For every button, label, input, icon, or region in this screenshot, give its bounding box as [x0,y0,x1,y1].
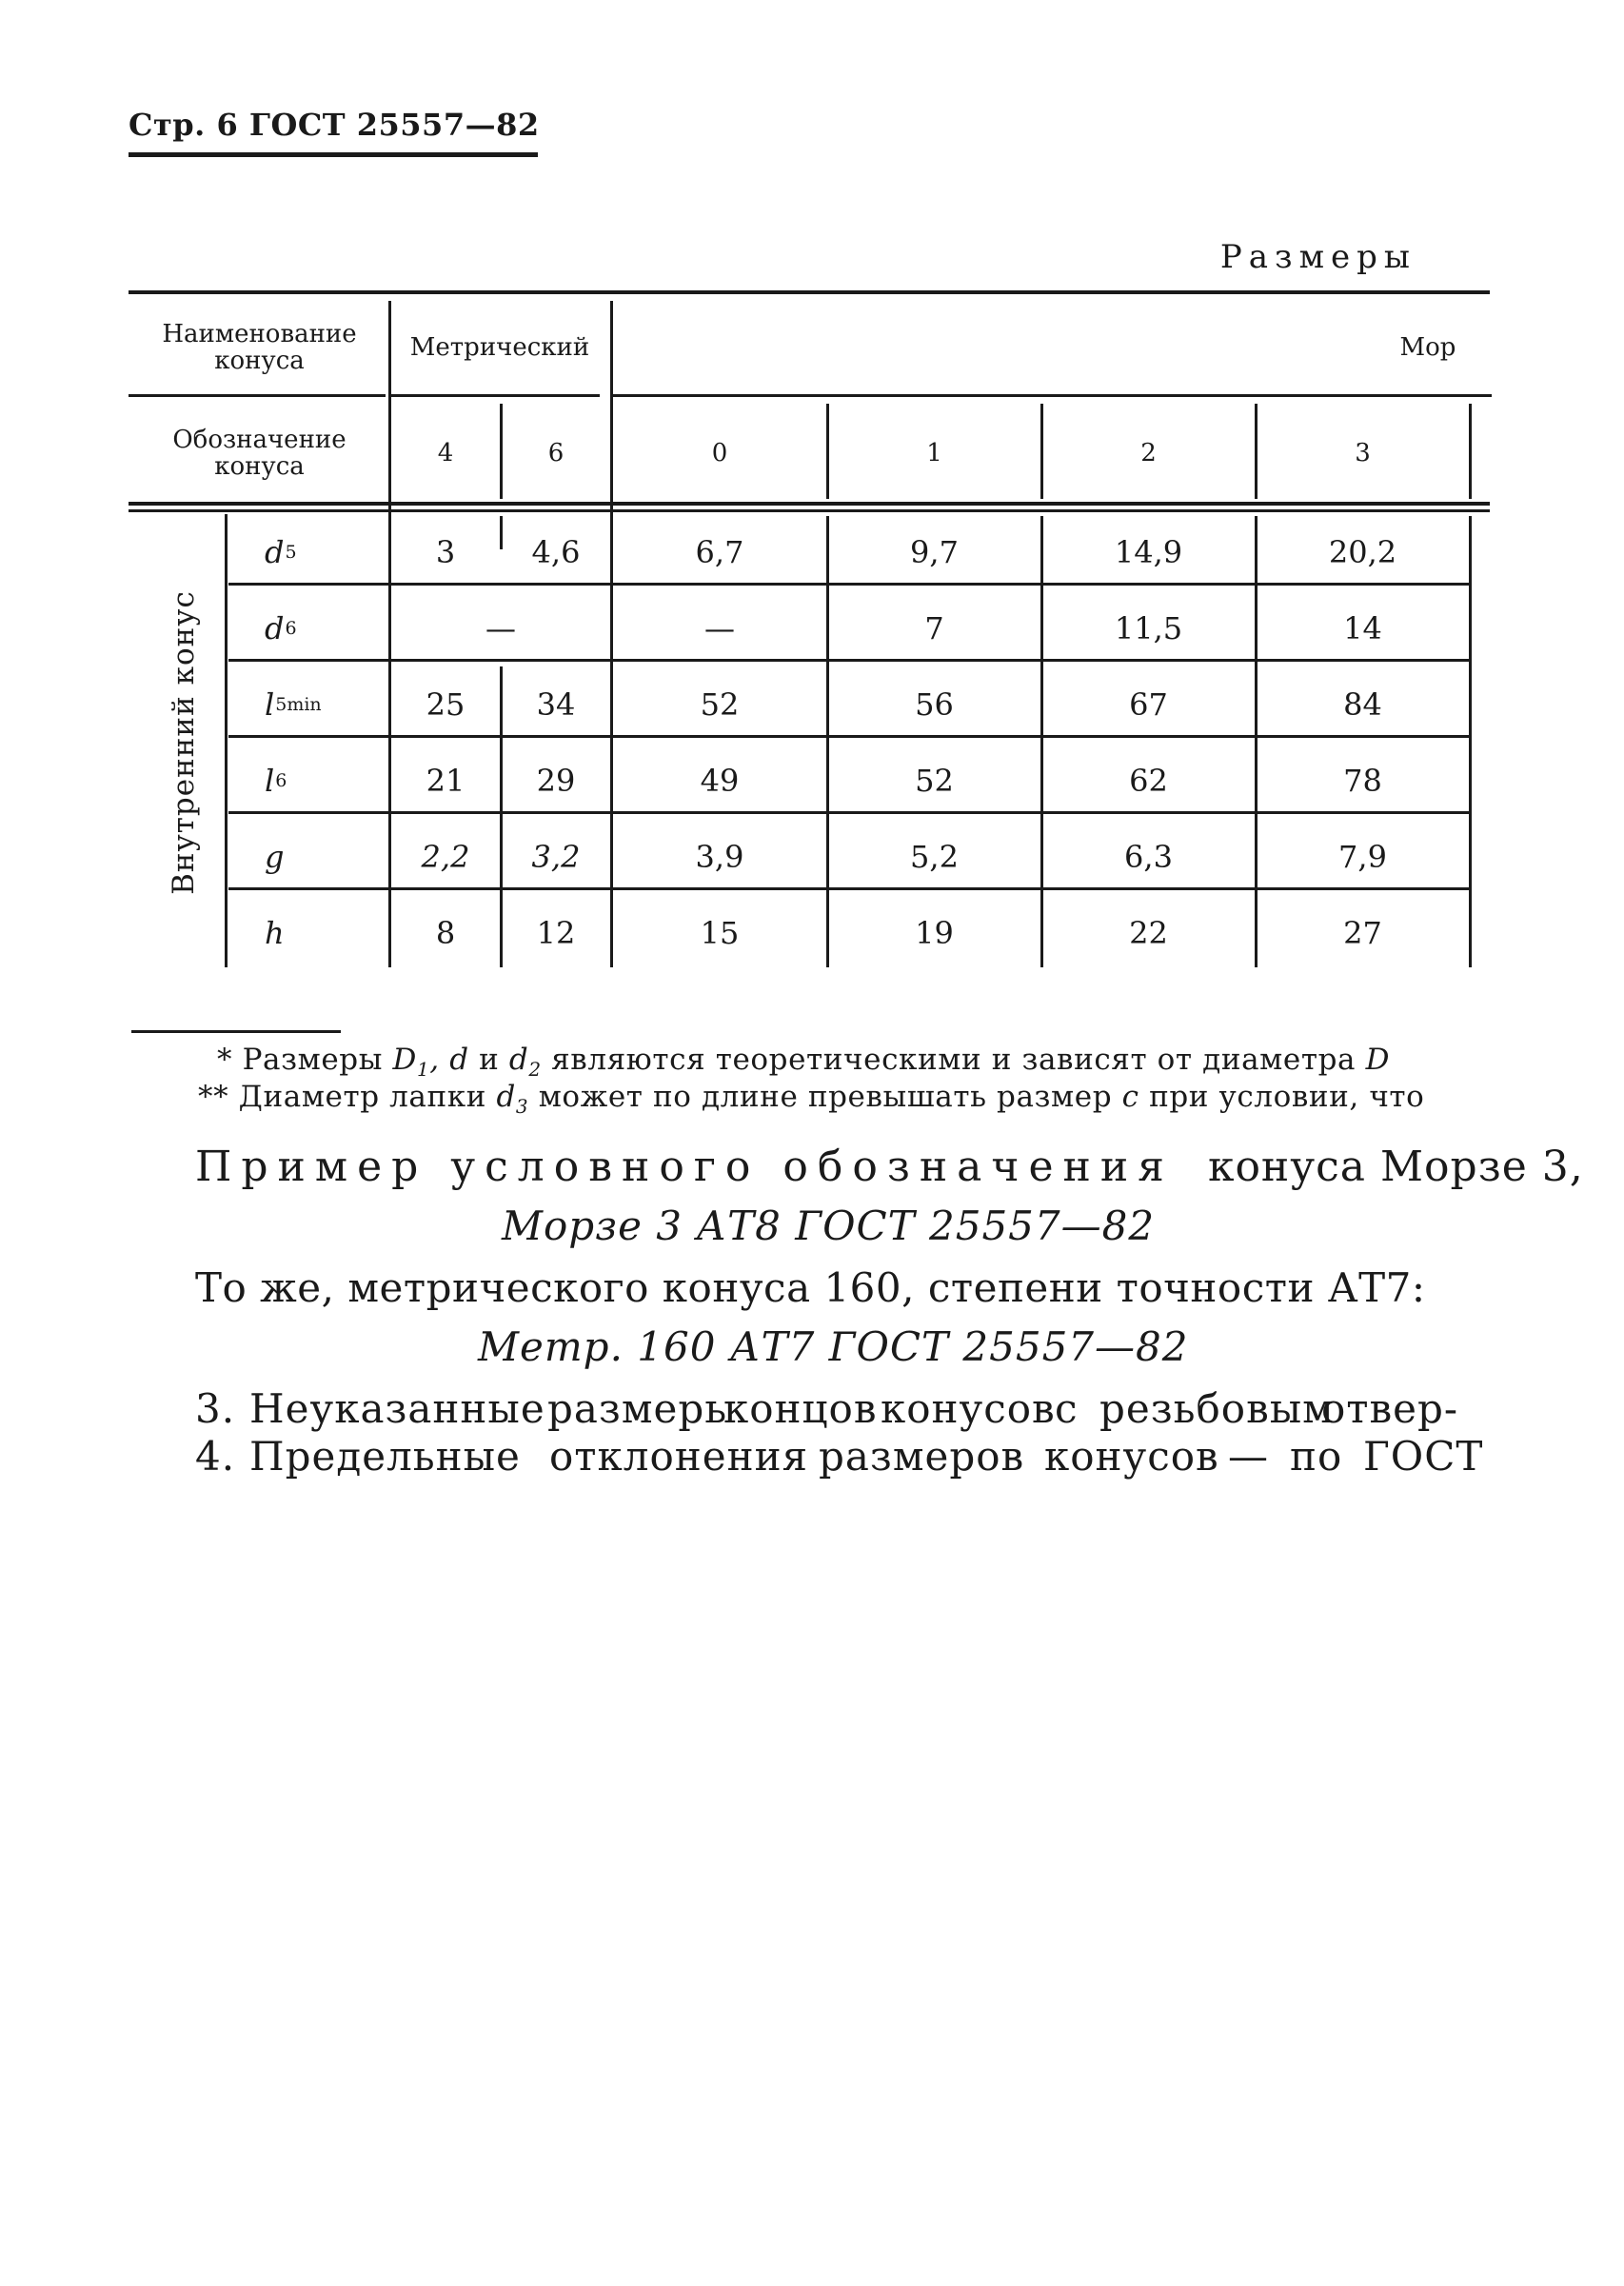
value-cell: 3 [435,534,456,570]
value-cell: 14 [1343,610,1382,646]
col-rule [388,301,391,967]
row-name-d6: d 6 [265,610,297,646]
value-cell: 4,6 [531,534,581,570]
row-name-h: h [265,915,285,951]
col-header-metric: Метрический [409,333,590,362]
col-rule [225,514,228,967]
row-group-text: Внутренний конус [167,590,202,895]
value-cell: 52 [700,686,740,723]
value-cell-merged: — [485,610,516,646]
value-cell: 78 [1343,763,1382,799]
row-header-designation: Обозначение конуса [172,425,347,481]
rule [611,394,1492,397]
row-name-g: g [265,839,285,875]
value-cell: 8 [435,915,456,951]
row-group-label [150,519,217,966]
value-cell: 67 [1129,686,1168,723]
value-cell: 84 [1343,686,1382,723]
col-header-name: Наименование конуса [162,320,357,375]
col-rule [1469,516,1472,967]
value-cell: 27 [1343,915,1382,951]
value-cell: 2,2 [421,839,470,875]
value-cell: 6,3 [1124,839,1173,875]
value-cell: 3,2 [531,839,581,875]
example-designation: Морзе 3 АТ8 ГОСТ 25557—82 [502,1203,1156,1249]
value-cell: 19 [915,915,954,951]
value-cell: 6,7 [695,534,744,570]
value-cell: 56 [915,686,954,723]
document-page: Стр. 6 ГОСТ 25557—82 Размеры Наименование конуса Метрический Мор Обозначение конуса 4 6 0 1 2 3 Внутренний конус d 5 3 4,6 6,7 9,7 14,9 20,2 d 6 — — 7 11,5 14 l 5min 25 34 52 56 67 84 l 6 21 29 49 52 62 78 g 2,2 3,2 3,9 5,2 6,3 7,9 h 8 12 15 19 22 27 * Размеры $D_1$, d и $d_2$ являются теоретическими и зависят от диаметра D ** Диаметр лапки $d_3$ может по длине превышать размер c при условии, что Пример условного обозначения конуса Морзе 3, Морзе 3 АТ8 ГОСТ 25557—82 То же, метрического конуса 160, степени точности АТ7: Метр. 160 АТ7 ГОСТ 25557—82 3. Неуказанные размеры концов конусов с резьбовым отвер- 4. Предельные отклонения размеров конусов — по ГОСТ [129,107,1584,1480]
table-caption: Размеры [1219,238,1416,276]
header-body-rule-2 [129,509,1490,512]
value-cell: 25 [426,686,465,723]
col-header-morse: Мор [1399,333,1456,362]
value-cell: 14,9 [1114,534,1183,570]
code-cell: 4 [437,438,454,467]
row-name-d5: d 5 [265,534,297,570]
value-cell: 52 [915,763,954,799]
value-cell: 3,9 [695,839,744,875]
code-cell: 3 [1355,438,1371,467]
header-rule [129,152,538,157]
example-rest-text: конуса Морзе 3, [1207,1143,1584,1191]
page-header: Стр. 6 ГОСТ 25557—82 [129,107,540,143]
value-cell: 62 [1129,763,1168,799]
value-cell: 21 [426,763,465,799]
code-cell: 2 [1140,438,1157,467]
value-cell: 7 [924,610,944,646]
col-rule [1469,404,1472,499]
value-cell: 9,7 [910,534,959,570]
code-cell: 1 [926,438,942,467]
row-name-l6: l 6 [265,763,287,799]
value-cell: 20,2 [1328,534,1397,570]
value-cell: 29 [536,763,576,799]
value-cell: 34 [536,686,576,723]
rule [390,394,600,397]
row-name-l5min: l 5min [265,686,322,723]
code-cell: 0 [711,438,728,467]
example-spaced-text: Пример условного обозначения [195,1143,1174,1191]
value-cell: 12 [536,915,576,951]
header-body-rule [129,502,1490,506]
metric-example-intro: То же, метрического конуса 160, степени точности АТ7: [195,1264,1426,1311]
value-cell: — [704,610,735,646]
footnote-rule [131,1030,341,1033]
value-cell: 7,9 [1338,839,1387,875]
example-heading [195,1143,1584,1191]
code-cell: 6 [547,438,564,467]
value-cell: 5,2 [910,839,959,875]
footnote-1: * Размеры $D_1$, d и $d_2$ являются теоретическими и зависят от диаметра D [217,1043,1391,1082]
value-cell: 15 [700,915,740,951]
value-cell: 11,5 [1114,610,1183,646]
table-top-rule [129,290,1490,294]
value-cell: 22 [1129,915,1168,951]
metric-designation: Метр. 160 АТ7 ГОСТ 25557—82 [478,1323,1189,1370]
footnote-2: ** Диаметр лапки $d_3$ может по длине превышать размер c при условии, что [198,1080,1425,1119]
col-rule [610,301,613,967]
value-cell: 49 [700,763,740,799]
rule [129,394,386,397]
